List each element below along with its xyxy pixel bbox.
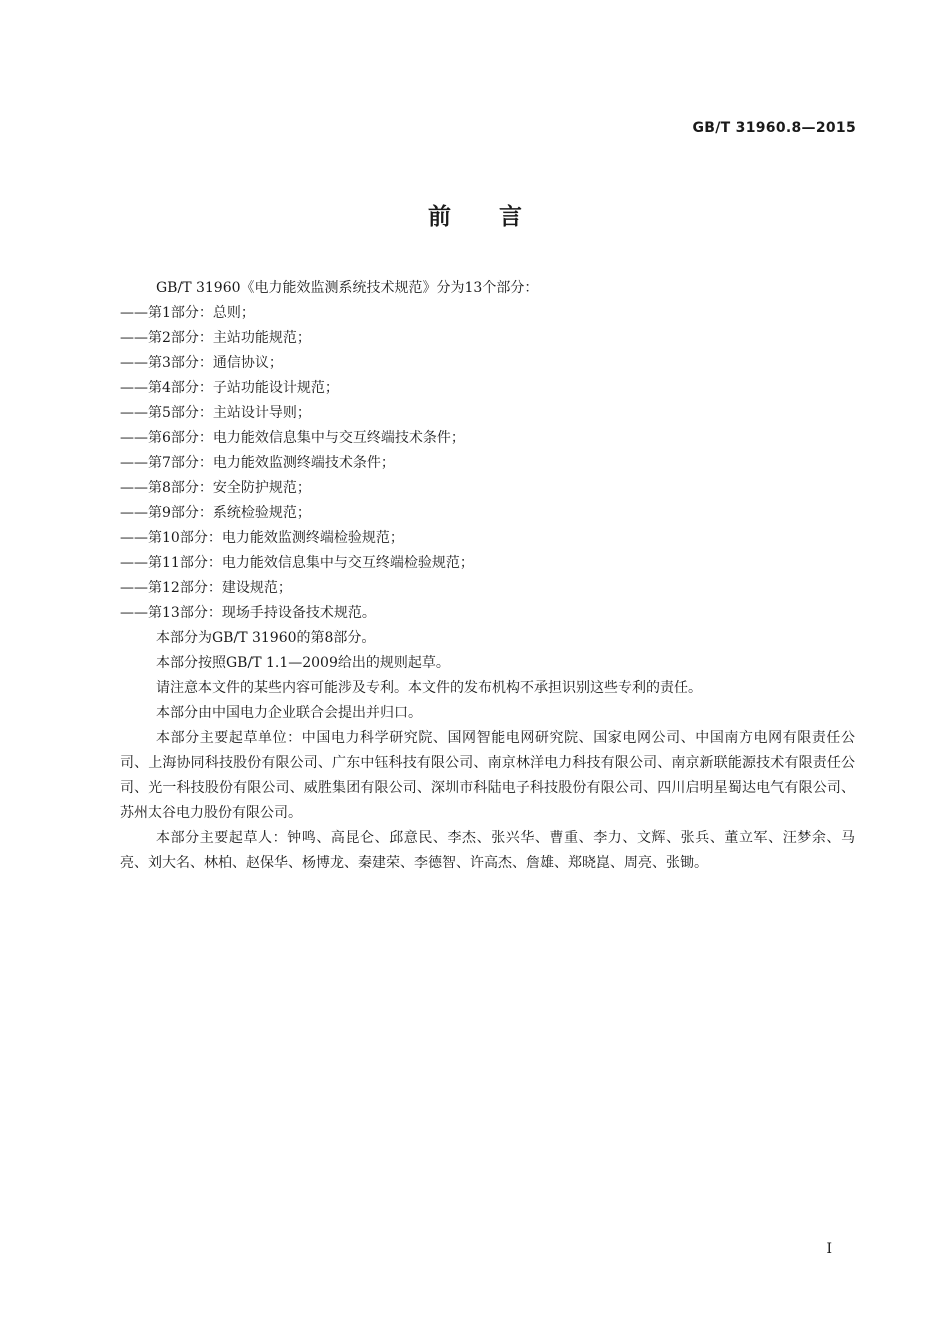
standard-number: GB/T 31960.8—2015 <box>692 120 856 136</box>
part-list-item: ——第5部分：主站设计导则； <box>120 405 311 421</box>
page-number: I <box>826 1241 832 1257</box>
part-list-item: ——第9部分：系统检验规范； <box>120 505 311 521</box>
part-list-item: ——第12部分：建设规范； <box>120 580 292 596</box>
part-list-item: ——第3部分：通信协议； <box>120 355 283 371</box>
part-list-item: ——第10部分：电力能效监测终端检验规范； <box>120 530 404 546</box>
statement-line: 请注意本文件的某些内容可能涉及专利。本文件的发布机构不承担识别这些专利的责任。 <box>156 680 702 696</box>
statement-line: 本部分为GB/T 31960的第8部分。 <box>156 630 376 646</box>
part-list-item: ——第11部分：电力能效信息集中与交互终端检验规范； <box>120 555 474 571</box>
part-list-item: ——第6部分：电力能效信息集中与交互终端技术条件； <box>120 430 465 446</box>
intro-line: GB/T 31960《电力能效监测系统技术规范》分为13个部分： <box>156 280 539 296</box>
foreword-body <box>120 276 855 876</box>
part-list-item: ——第1部分：总则； <box>120 305 255 321</box>
part-list-item: ——第7部分：电力能效监测终端技术条件； <box>120 455 395 471</box>
drafting-units-paragraph: 本部分主要起草单位：中国电力科学研究院、国网智能电网研究院、国家电网公司、中国南方电网有限责任公司、上海协同科技股份有限公司、广东中钰科技有限公司、南京林洋电力科技有限公司、南京新联能源技术有限责任公司、光一科技股份有限公司、威胜集团有限公司、深圳市科陆电子科技股份有限公司、四川启明星蜀达电气有限公司、苏州太谷电力股份有限公司。 <box>120 730 855 821</box>
page-title: 前言 <box>428 204 570 230</box>
drafters-paragraph: 本部分主要起草人：钟鸣、高昆仑、邱意民、李杰、张兴华、曹重、李力、文辉、张兵、董立军、汪梦余、马亮、刘大名、林柏、赵保华、杨博龙、秦建荣、李德智、许高杰、詹雄、郑晓崑、周亮、张锄。 <box>120 830 855 871</box>
part-list-item: ——第4部分：子站功能设计规范； <box>120 380 339 396</box>
statement-line: 本部分由中国电力企业联合会提出并归口。 <box>156 705 422 721</box>
statement-line: 本部分按照GB/T 1.1—2009给出的规则起草。 <box>156 655 450 671</box>
part-list-item: ——第8部分：安全防护规范； <box>120 480 311 496</box>
part-list-item: ——第13部分：现场手持设备技术规范。 <box>120 605 376 621</box>
part-list-item: ——第2部分：主站功能规范； <box>120 330 311 346</box>
